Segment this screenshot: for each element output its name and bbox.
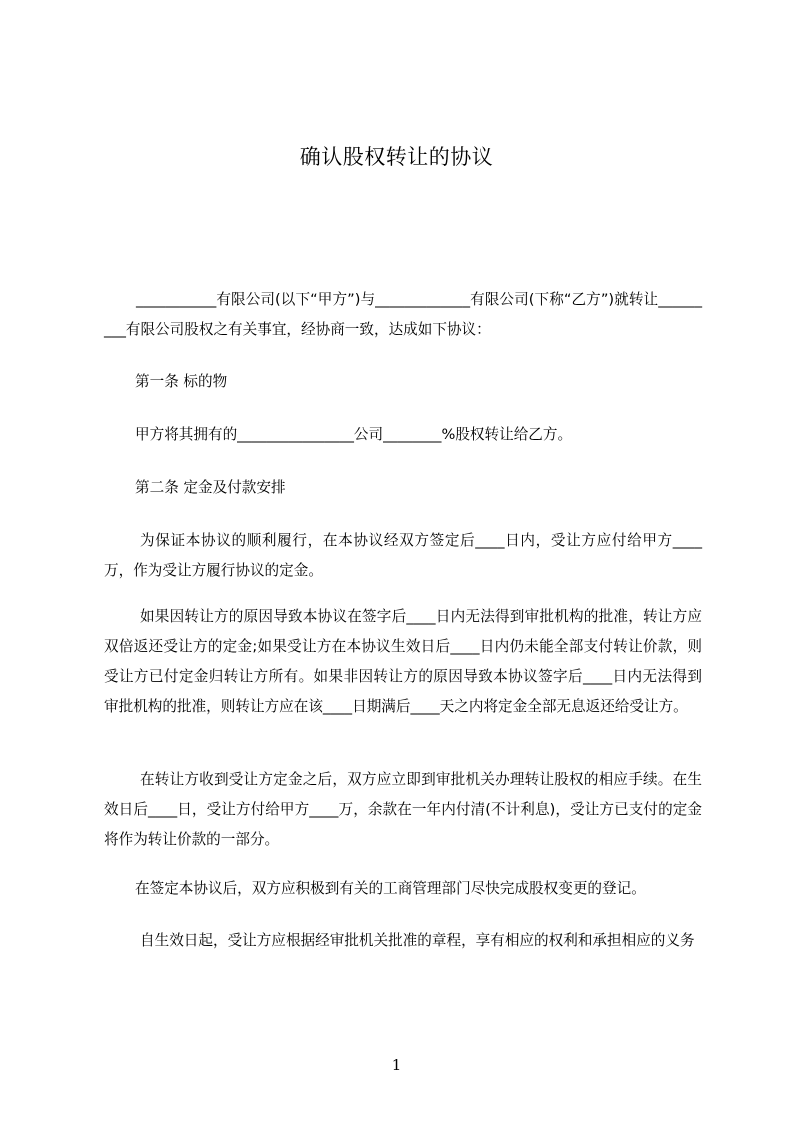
- deposit-paragraph: 为保证本协议的顺利履行，在本协议经双方签定后____日内，受让方应付给甲方____万，作为受让方履行协议的定金。: [104, 532, 702, 579]
- page-number: 1: [391, 1056, 402, 1074]
- rights-paragraph: 自生效日起，受让方应根据经审批机关批准的章程，享有相应的权利和承担相应的义务: [140, 932, 695, 949]
- registration-paragraph: 在签定本协议后，双方应积极到有关的工商管理部门尽快完成股权变更的登记。: [135, 880, 646, 897]
- intro-paragraph: ___________有限公司(以下“甲方”)与_____________有限公司(下称“乙方”)就转让_________有限公司股权之有关事宜，经协商一致，达成如下协议：: [104, 291, 702, 338]
- article-one-heading: 第一条 标的物: [135, 373, 228, 390]
- payment-paragraph: 在转让方收到受让方定金之后，双方应立即到审批机关办理转让股权的相应手续。在生效日后____日，受让方付给甲方____万，余款在一年内付清(不计利息)，受让方已支付的定金将作为转让价款的一部分。: [104, 771, 702, 848]
- article-two-heading: 第二条 定金及付款安排: [135, 479, 286, 496]
- deposit-refund-paragraph: 如果因转让方的原因导致本协议在签字后____日内无法得到审批机构的批准，转让方应双倍返还受让方的定金;如果受让方在本协议生效日后____日内仍未能全部支付转让价款，则受让方已付定金归转让方所有。如果非因转让方的原因导致本协议签字后____日内无法得到审批机构的批准，则转让方应在该____日期满后____天之内将定金全部无息返还给受让方。: [104, 608, 702, 715]
- subject-matter-paragraph: 甲方将其拥有的________________公司________%股权转让给乙方。: [135, 426, 573, 443]
- document-title: 确认股权转让的协议: [299, 145, 494, 169]
